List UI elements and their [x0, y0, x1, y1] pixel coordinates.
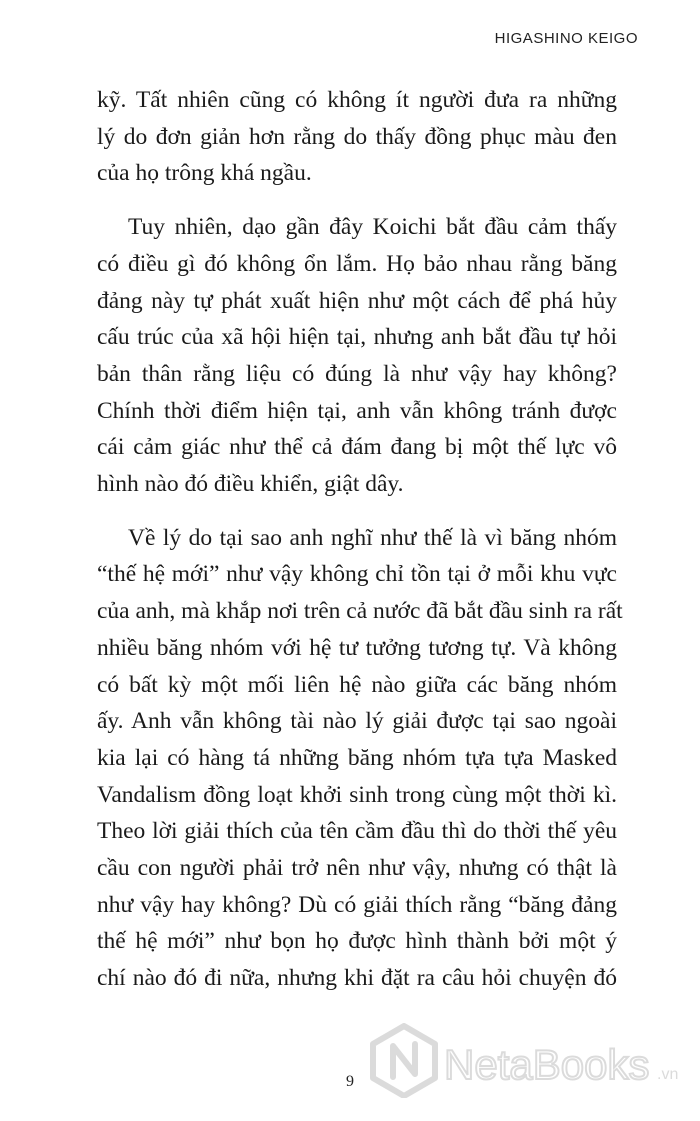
text-line: của họ trông khá ngầu.	[97, 160, 312, 187]
text-line: “thế hệ mới” như vậy không chỉ tồn tại ở mỗi khu vực	[97, 561, 617, 588]
paragraph-3	[97, 520, 623, 997]
text-line: Theo lời giải thích của tên cầm đầu thì do thời thế yêu	[97, 818, 617, 845]
text-line: kia lại có hàng tá những băng nhóm tựa tựa Masked	[97, 744, 617, 771]
text-line: nhiều băng nhóm với hệ tư tưởng tương tự. Và không	[97, 634, 617, 661]
text-line: hình nào đó điều khiển, giật dây.	[97, 471, 404, 498]
text-line: cái cảm giác như thể cả đám đang bị một thế lực vô	[97, 434, 617, 461]
text-line: cầu con người phải trở nên như vậy, nhưng có thật là	[97, 855, 617, 882]
text-line: kỹ. Tất nhiên cũng có không ít người đưa ra những	[97, 87, 617, 113]
text-line: thế hệ mới” như bọn họ được hình thành bởi một ý	[97, 928, 617, 955]
text-line: Chính thời điểm hiện tại, anh vẫn không tránh được	[97, 397, 617, 424]
watermark-brand-text: NetaBooks	[444, 1041, 650, 1088]
paragraph-1	[97, 82, 617, 192]
text-line: như vậy hay không? Dù có giải thích rằng “băng đảng	[97, 891, 617, 918]
page-number: 9	[346, 1073, 354, 1090]
text-line: ấy. Anh vẫn không tài nào lý giải được tại sao ngoài	[97, 708, 617, 735]
body-text	[97, 82, 623, 997]
netabooks-watermark	[368, 1022, 686, 1098]
text-line: đảng này tự phát xuất hiện như một cách để phá hủy	[97, 287, 617, 314]
watermark-suffix-text: .vn	[657, 1066, 679, 1083]
text-line: bản thân rằng liệu có đúng là như vậy hay không?	[97, 360, 617, 387]
netabooks-logo-icon	[373, 1026, 435, 1096]
text-line: Vandalism đồng loạt khởi sinh trong cùng một thời kì.	[97, 781, 617, 808]
text-line: Về lý do tại sao anh nghĩ như thế là vì băng nhóm	[128, 524, 617, 551]
running-header-author: HIGASHINO KEIGO	[494, 30, 638, 47]
text-line: cấu trúc của xã hội hiện tại, nhưng anh bắt đầu tự hỏi	[97, 324, 617, 351]
text-line: có bất kỳ một mối liên hệ nào giữa các băng nhóm	[97, 671, 617, 698]
text-line: chí nào đó đi nữa, nhưng khi đặt ra câu hỏi chuyện đó	[97, 965, 617, 992]
text-line: lý do đơn giản hơn rằng do thấy đồng phục màu đen	[97, 123, 617, 150]
text-line: Tuy nhiên, dạo gần đây Koichi bắt đầu cảm thấy	[128, 214, 617, 241]
text-line: có điều gì đó không ổn lắm. Họ bảo nhau rằng băng	[97, 250, 617, 277]
paragraph-2	[97, 209, 617, 503]
text-line: của anh, mà khắp nơi trên cả nước đã bắt đầu sinh ra rất	[97, 598, 623, 625]
